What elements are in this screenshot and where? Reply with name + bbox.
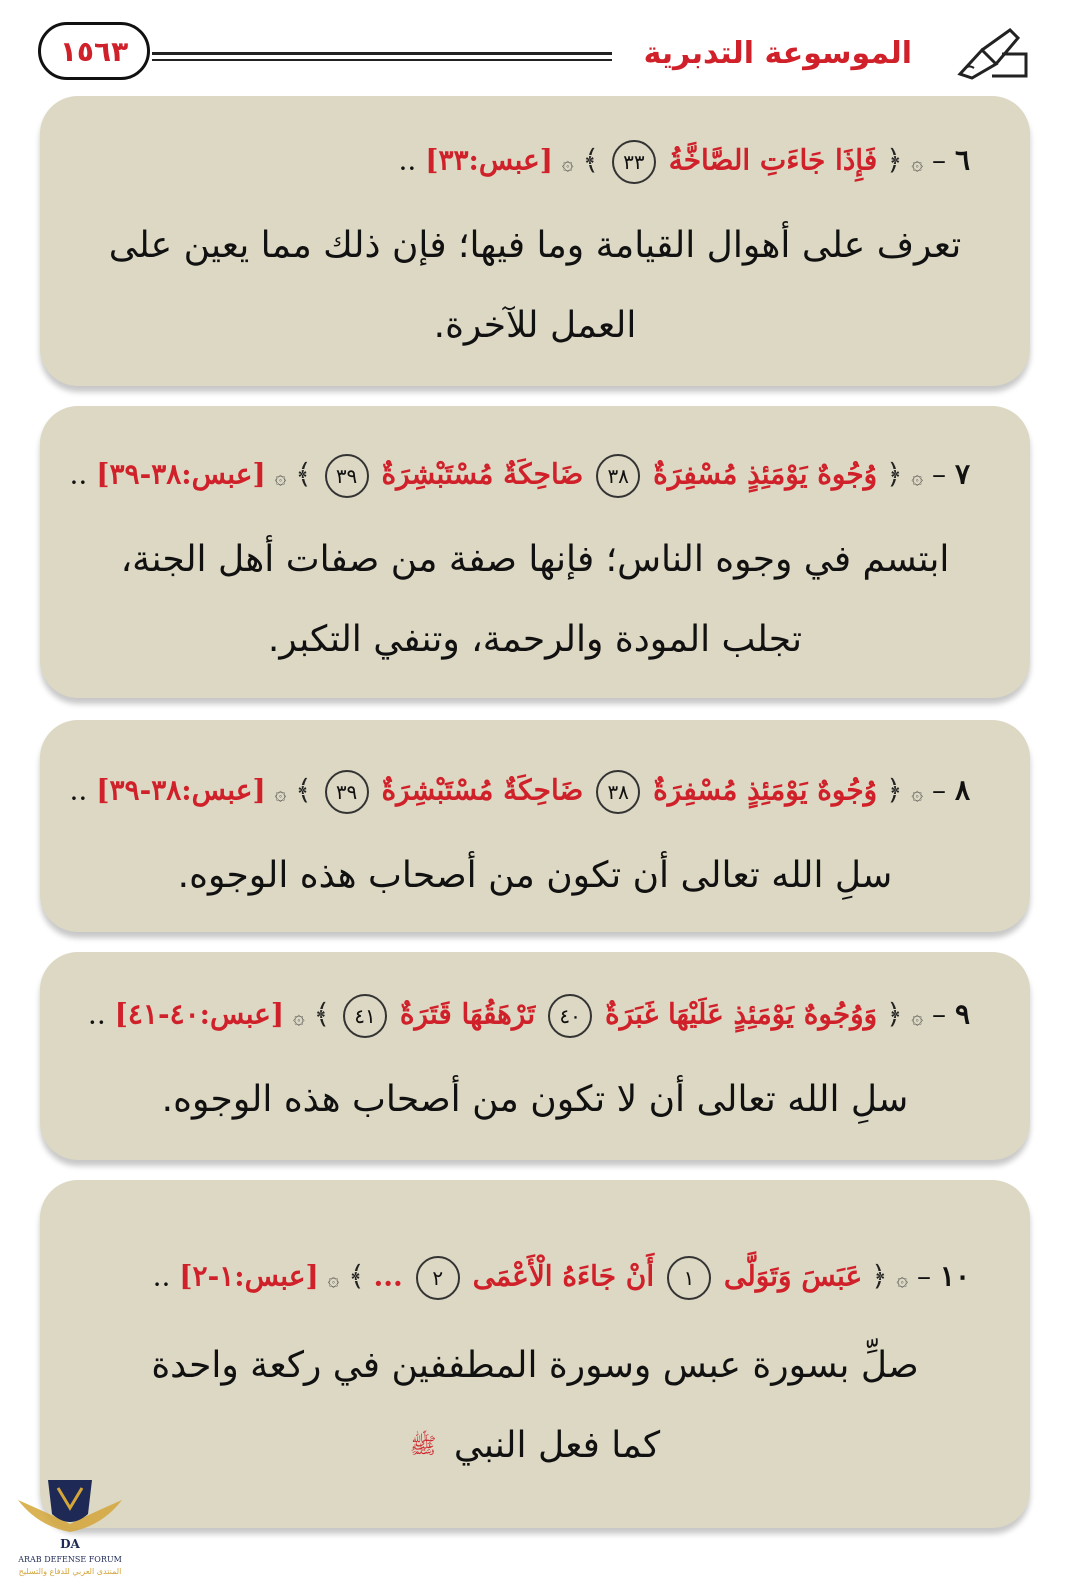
header-divider-2: [152, 59, 612, 61]
header-divider: [152, 52, 612, 55]
honorific-glyph: ﷺ: [409, 1434, 437, 1459]
tip-text: العمل للآخرة.: [433, 305, 637, 346]
tip-text: صلِّ بسورة عبس وسورة المطففين في ركعة واحدة: [151, 1345, 919, 1386]
tip-card-9: [40, 952, 1030, 1160]
ayah-text: ضَاحِكَةٌ مُسْتَبْشِرَةٌ: [381, 457, 584, 491]
ayah-number-badge: ٤١: [343, 994, 387, 1038]
ayah-number-badge: ٤٠: [548, 994, 592, 1038]
ayah-number-badge: ٣٩: [325, 770, 369, 814]
item-number: ١٠: [939, 1259, 970, 1293]
item-number: ٩: [954, 997, 970, 1031]
page-number: ١٥٦٣: [38, 22, 150, 80]
ayah-text: ضَاحِكَةٌ مُسْتَبْشِرَةٌ: [381, 773, 584, 807]
surah-reference: [عبس:٣٣]: [425, 143, 553, 177]
ornament-icon: ۞: [274, 464, 287, 489]
book-title: الموسوعة التدبرية: [643, 36, 912, 71]
ayah-text: فَإِذَا جَاءَتِ الصَّاخَّةُ: [668, 143, 878, 177]
page-header: [0, 18, 1080, 88]
ayah-ellipsis: ...: [373, 1259, 403, 1293]
ayah-number-badge: ٢: [416, 1256, 460, 1300]
tip-card-7: [40, 406, 1030, 698]
tip-text: تعرف على أهوال القيامة وما فيها؛ فإن ذلك مما يعين على: [108, 225, 962, 266]
surah-reference: [عبس:٣٨-٣٩]: [96, 773, 266, 807]
item-number: ٧: [954, 457, 970, 491]
tip-text: تجلب المودة والرحمة، وتنفي التكبر.: [267, 619, 803, 660]
ornament-icon: ۞: [911, 1004, 924, 1029]
ayah-text: وَوُجُوهٌ يَوْمَئِذٍ عَلَيْهَا غَبَرَةٌ: [604, 997, 878, 1031]
ayah-text: عَبَسَ وَتَوَلَّى: [723, 1259, 863, 1293]
tip-card-6: [40, 96, 1030, 386]
verse-line: ٧ – ۞ ﴿ وُجُوهٌ يَوْمَئِذٍ مُسْفِرَةٌ ٣٨ ضَاحِكَةٌ مُسْتَبْشِرَةٌ ٣٩ ﴾ ۞ [عبس:٣٨-٣٩] ..: [100, 454, 970, 498]
ornament-icon: ۞: [911, 150, 924, 175]
tip-card-8: [40, 720, 1030, 932]
verse-line: ٨ – ۞ ﴿ وُجُوهٌ يَوْمَئِذٍ مُسْفِرَةٌ ٣٨ ضَاحِكَةٌ مُسْتَبْشِرَةٌ ٣٩ ﴾ ۞ [عبس:٣٨-٣٩] ..: [100, 770, 970, 814]
svg-text:المنتدى العربي للدفاع والتسليح: المنتدى العربي للدفاع والتسليح: [18, 1567, 122, 1576]
surah-reference: [عبس:١-٢]: [179, 1259, 319, 1293]
surah-reference: [عبس:٣٨-٣٩]: [96, 457, 266, 491]
ayah-number-badge: ٣٨: [596, 770, 640, 814]
ayah-text: وُجُوهٌ يَوْمَئِذٍ مُسْفِرَةٌ: [653, 773, 878, 807]
tip-text: ابتسم في وجوه الناس؛ فإنها صفة من صفات أهل الجنة،: [120, 539, 950, 580]
tip-text: سلِ الله تعالى أن تكون من أصحاب هذه الوجوه.: [177, 855, 893, 896]
ayah-number-badge: ١: [667, 1256, 711, 1300]
verse-line: ٩ – ۞ ﴿ وَوُجُوهٌ يَوْمَئِذٍ عَلَيْهَا غَبَرَةٌ ٤٠ تَرْهَقُهَا قَتَرَةٌ ٤١ ﴾ ۞ [عبس:٤٠-٤١] ..: [100, 994, 970, 1038]
ornament-icon: ۞: [911, 780, 924, 805]
ayah-number-badge: ٣٩: [325, 454, 369, 498]
ayah-number-badge: ٣٣: [612, 140, 656, 184]
ornament-icon: ۞: [911, 464, 924, 489]
ornament-icon: ۞: [561, 150, 574, 175]
ayah-text: وُجُوهٌ يَوْمَئِذٍ مُسْفِرَةٌ: [653, 457, 878, 491]
surah-reference: [عبس:٤٠-٤١]: [114, 997, 285, 1031]
ayah-text: أَنْ جَاءَهُ الْأَعْمَى: [472, 1259, 655, 1293]
tip-card-10: [40, 1180, 1030, 1528]
svg-text:DA: DA: [60, 1537, 80, 1551]
arab-defense-forum-logo: [10, 1474, 130, 1584]
item-number: ٦: [954, 143, 970, 177]
ornament-icon: ۞: [896, 1266, 909, 1291]
ornament-icon: ۞: [274, 780, 287, 805]
ornament-icon: ۞: [327, 1266, 340, 1291]
svg-text:ARAB DEFENSE FORUM: ARAB DEFENSE FORUM: [18, 1555, 122, 1564]
tip-text: سلِ الله تعالى أن لا تكون من أصحاب هذه الوجوه.: [161, 1079, 909, 1120]
pen-writing-icon: [952, 24, 1032, 82]
verse-line: ٦ – ۞ ﴿ فَإِذَا جَاءَتِ الصَّاخَّةُ ٣٣ ﴾ ۞ [عبس:٣٣] ..: [100, 140, 970, 184]
ayah-text: تَرْهَقُهَا قَتَرَةٌ: [399, 997, 536, 1031]
tip-text: كما فعل النبي ﷺ: [100, 1406, 970, 1487]
ornament-icon: ۞: [293, 1004, 305, 1029]
verse-line: ١٠ – ۞ ﴿ عَبَسَ وَتَوَلَّى ١ أَنْ جَاءَهُ الْأَعْمَى ٢ ... ﴾ ۞ [عبس:١-٢] ..: [100, 1256, 970, 1300]
item-number: ٨: [954, 773, 970, 807]
ayah-number-badge: ٣٨: [596, 454, 640, 498]
